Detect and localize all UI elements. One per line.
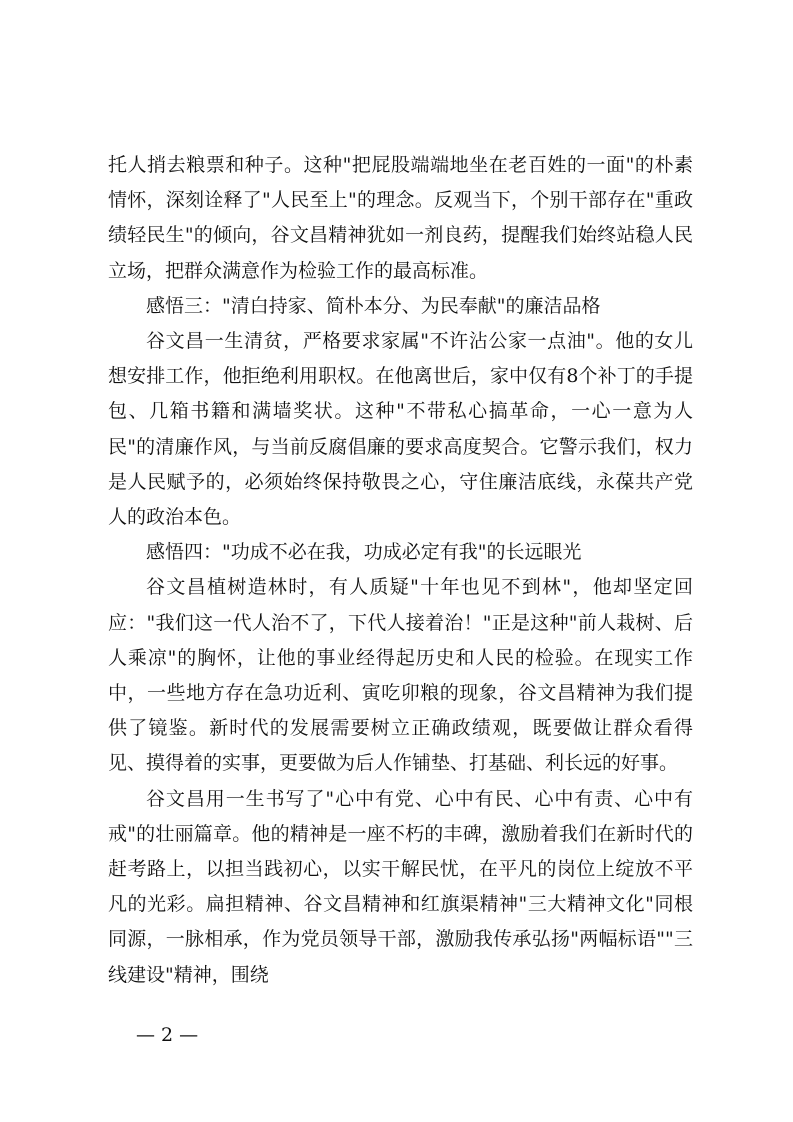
page-number: — 2 — [136,1024,199,1046]
paragraph-conclusion: 谷文昌用一生书写了"心中有党、心中有民、心中有责、心中有戒"的壮丽篇章。他的精神是一座不朽的丰碑，激励着我们在新时代的赶考路上，以担当践初心，以实干解民忧，在平凡的岗位上绽放不平凡的光彩。扁担精神、谷文昌精神和红旗渠精神"三大精神文化"同根同源，一脉相承，作为党员领导干部，激励我传承弘扬"两幅标语""三线建设"精神，围绕 [108,787,693,986]
document-body [108,148,693,993]
paragraph-long-term-vision: 谷文昌植树造林时，有人质疑"十年也见不到林"，他却坚定回应："我们这一代人治不了，下代人接着治！"正是这种"前人栽树、后人乘凉"的胸怀，让他的事业经得起历史和人民的检验。在现实工作中，一些地方存在急功近利、寅吃卯粮的现象，谷文昌精神为我们提供了镜鉴。新时代的发展需要树立正确政绩观，既要做让群众看得见、摸得着的实事，更要做为后人作铺垫、打基础、利长远的好事。 [108,576,693,775]
paragraph-continued: 托人捎去粮票和种子。这种"把屁股端端地坐在老百姓的一面"的朴素情怀，深刻诠释了"人民至上"的理念。反观当下，个别干部存在"重政绩轻民生"的倾向，谷文昌精神犹如一剂良药，提醒我们始终站稳人民立场，把群众满意作为检验工作的最高标准。 [108,154,693,282]
section-heading-insight-3: 感悟三："清白持家、简朴本分、为民奉献"的廉洁品格 [146,294,601,317]
section-heading-insight-4: 感悟四："功成不必在我，功成必定有我"的长远眼光 [146,541,582,564]
paragraph-integrity: 谷文昌一生清贫，严格要求家属"不许沾公家一点油"。他的女儿想安排工作，他拒绝利用职权。在他离世后，家中仅有8个补丁的手提包、几箱书籍和满墙奖状。这种"不带私心搞革命，一心一意为人民"的清廉作风，与当前反腐倡廉的要求高度契合。它警示我们，权力是人民赋予的，必须始终保持敬畏之心，守住廉洁底线，永葆共产党人的政治本色。 [108,330,693,529]
